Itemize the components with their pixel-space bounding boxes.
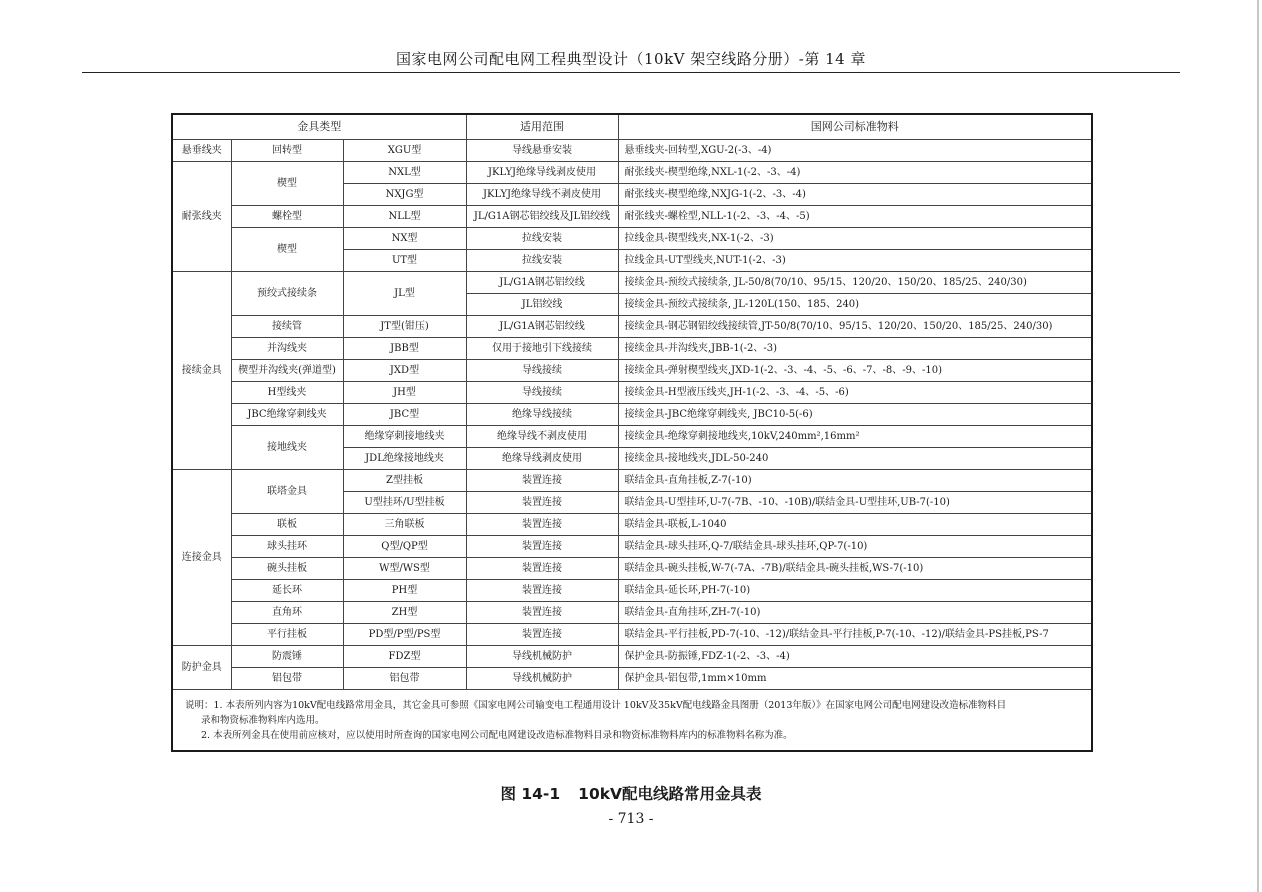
material-cell: 接续金具-并沟线夹,JBB-1(-2、-3) <box>618 338 1092 360</box>
name-cell: 碗头挂板 <box>231 558 343 580</box>
table-row <box>172 382 1092 404</box>
material-cell: 联结金具-球头挂环,Q-7/联结金具-球头挂环,QP-7(-10) <box>618 536 1092 558</box>
scope-cell: 装置连接 <box>466 558 618 580</box>
material-cell: 联结金具-U型挂环,U-7(-7B、-10、-10B)/联结金具-U型挂环,UB-7(-10) <box>618 492 1092 514</box>
name-cell: 回转型 <box>231 140 343 162</box>
table-row <box>172 228 1092 250</box>
table-header-row <box>172 114 1092 140</box>
model-cell: 三角联板 <box>343 514 466 536</box>
scope-cell: 导线接续 <box>466 360 618 382</box>
name-cell: 接续管 <box>231 316 343 338</box>
model-cell: NLL型 <box>343 206 466 228</box>
scope-cell: 拉线安装 <box>466 228 618 250</box>
scope-cell: 装置连接 <box>466 602 618 624</box>
material-cell: 保护金具-铝包带,1mm×10mm <box>618 668 1092 690</box>
table-row <box>172 580 1092 602</box>
name-cell: 直角环 <box>231 602 343 624</box>
material-cell: 拉线金具-锲型线夹,NX-1(-2、-3) <box>618 228 1092 250</box>
model-cell: JBB型 <box>343 338 466 360</box>
scope-cell: 导线机械防护 <box>466 646 618 668</box>
scope-cell: JL/G1A钢芯铝绞线 <box>466 316 618 338</box>
scope-cell: 导线机械防护 <box>466 668 618 690</box>
scope-cell: 装置连接 <box>466 470 618 492</box>
material-cell: 联结金具-碗头挂板,W-7(-7A、-7B)/联结金具-碗头挂板,WS-7(-10) <box>618 558 1092 580</box>
table-row <box>172 404 1092 426</box>
material-cell: 接续金具-预绞式接续条, JL-50/8(70/10、95/15、120/20、150/20、185/25、240/30) <box>618 272 1092 294</box>
scope-cell: 装置连接 <box>466 580 618 602</box>
running-header: 国家电网公司配电网工程典型设计（10kV 架空线路分册）-第 14 章 <box>396 50 866 68</box>
scope-cell: 装置连接 <box>466 624 618 646</box>
material-cell: 保护金具-防振锤,FDZ-1(-2、-3、-4) <box>618 646 1092 668</box>
name-cell: 联板 <box>231 514 343 536</box>
table-row <box>172 624 1092 646</box>
scope-cell: 装置连接 <box>466 514 618 536</box>
material-cell: 耐张线夹-楔型绝缘,NXL-1(-2、-3、-4) <box>618 162 1092 184</box>
model-cell: NXL型 <box>343 162 466 184</box>
note-line-2: 2. 本表所列金具在使用前应核对，应以使用时所查询的国家电网公司配电网建设改造标准物料目录和物资标准物料库内的标准物料名称为准。 <box>201 729 793 741</box>
table-row <box>172 338 1092 360</box>
name-cell: H型线夹 <box>231 382 343 404</box>
scope-cell: 仅用于接地引下线接续 <box>466 338 618 360</box>
table-note <box>172 690 1092 752</box>
name-cell: 楔型 <box>231 228 343 272</box>
model-cell: 铝包带 <box>343 668 466 690</box>
table-row <box>172 316 1092 338</box>
name-cell: 并沟线夹 <box>231 338 343 360</box>
model-cell: U型挂环/U型挂板 <box>343 492 466 514</box>
scope-cell: 绝缘导线不剥皮使用 <box>466 426 618 448</box>
model-cell: NXJG型 <box>343 184 466 206</box>
material-cell: 接续金具-H型液压线夹,JH-1(-2、-3、-4、-5、-6) <box>618 382 1092 404</box>
material-cell: 耐张线夹-楔型绝缘,NXJG-1(-2、-3、-4) <box>618 184 1092 206</box>
material-cell: 接续金具-接地线夹,JDL-50-240 <box>618 448 1092 470</box>
page-number: - 713 - <box>608 811 654 827</box>
model-cell: Z型挂板 <box>343 470 466 492</box>
scope-cell: 绝缘导线剥皮使用 <box>466 448 618 470</box>
model-cell: XGU型 <box>343 140 466 162</box>
material-cell: 联结金具-直角挂环,ZH-7(-10) <box>618 602 1092 624</box>
scope-cell: 导线接续 <box>466 382 618 404</box>
scope-cell: 装置连接 <box>466 536 618 558</box>
category-cell: 接续金具 <box>172 272 231 470</box>
material-cell: 耐张线夹-螺栓型,NLL-1(-2、-3、-4、-5) <box>618 206 1092 228</box>
name-cell: 铝包带 <box>231 668 343 690</box>
table-note-row <box>172 690 1092 752</box>
table-row <box>172 514 1092 536</box>
page-edge-line <box>1257 0 1259 892</box>
scope-cell: 导线悬垂安装 <box>466 140 618 162</box>
material-cell: 联结金具-联板,L-1040 <box>618 514 1092 536</box>
material-cell: 接续金具-JBC绝缘穿刺线夹, JBC10-5(-6) <box>618 404 1092 426</box>
scope-cell: JKLYJ绝缘导线剥皮使用 <box>466 162 618 184</box>
fittings-table <box>171 113 1093 752</box>
model-cell: W型/WS型 <box>343 558 466 580</box>
model-cell: JBC型 <box>343 404 466 426</box>
material-cell: 接续金具-弹射楔型线夹,JXD-1(-2、-3、-4、-5、-6、-7、-8、-9、-10) <box>618 360 1092 382</box>
name-cell: 接地线夹 <box>231 426 343 470</box>
table-row <box>172 668 1092 690</box>
category-cell: 悬垂线夹 <box>172 140 231 162</box>
material-cell: 悬垂线夹-回转型,XGU-2(-3、-4) <box>618 140 1092 162</box>
material-cell: 接续金具-钢芯钢铝绞线接续管,JT-50/8(70/10、95/15、120/20、150/20、185/25、240/30) <box>618 316 1092 338</box>
scope-cell: 绝缘导线接续 <box>466 404 618 426</box>
name-cell: JBC绝缘穿刺线夹 <box>231 404 343 426</box>
model-cell: JH型 <box>343 382 466 404</box>
name-cell: 螺栓型 <box>231 206 343 228</box>
name-cell: 联塔金具 <box>231 470 343 514</box>
table-row <box>172 360 1092 382</box>
model-cell: NX型 <box>343 228 466 250</box>
category-cell: 连接金具 <box>172 470 231 646</box>
name-cell: 平行挂板 <box>231 624 343 646</box>
header-rule <box>82 72 1180 73</box>
name-cell: 防震锤 <box>231 646 343 668</box>
model-cell: Q型/QP型 <box>343 536 466 558</box>
model-cell: FDZ型 <box>343 646 466 668</box>
header-type: 金具类型 <box>172 114 466 140</box>
table-row <box>172 470 1092 492</box>
name-cell: 楔型 <box>231 162 343 206</box>
scope-cell: 拉线安装 <box>466 250 618 272</box>
table-row <box>172 426 1092 448</box>
material-cell: 联结金具-平行挂板,PD-7(-10、-12)/联结金具-平行挂板,P-7(-10、-12)/联结金具-PS挂板,PS-7 <box>618 624 1092 646</box>
table-row <box>172 162 1092 184</box>
figure-caption <box>0 782 1262 804</box>
table-row <box>172 536 1092 558</box>
name-cell: 楔型并沟线夹(弹道型) <box>231 360 343 382</box>
category-cell: 耐张线夹 <box>172 162 231 272</box>
header-scope: 适用范围 <box>466 114 618 140</box>
table-row <box>172 206 1092 228</box>
model-cell: JDL绝缘接地线夹 <box>343 448 466 470</box>
scope-cell: 装置连接 <box>466 492 618 514</box>
model-cell: JT型(钳压) <box>343 316 466 338</box>
model-cell: JXD型 <box>343 360 466 382</box>
scope-cell: JKLYJ绝缘导线不剥皮使用 <box>466 184 618 206</box>
table-row <box>172 140 1092 162</box>
material-cell: 联结金具-延长环,PH-7(-10) <box>618 580 1092 602</box>
table-row <box>172 272 1092 294</box>
model-cell: PD型/P型/PS型 <box>343 624 466 646</box>
scope-cell: JL铝绞线 <box>466 294 618 316</box>
model-cell: UT型 <box>343 250 466 272</box>
figure-title: 10kV配电线路常用金具表 <box>578 785 762 803</box>
material-cell: 拉线金具-UT型线夹,NUT-1(-2、-3) <box>618 250 1092 272</box>
scope-cell: JL/G1A钢芯铝绞线及JL铝绞线 <box>466 206 618 228</box>
model-cell: 绝缘穿刺接地线夹 <box>343 426 466 448</box>
scope-cell: JL/G1A钢芯铝绞线 <box>466 272 618 294</box>
table-row <box>172 602 1092 624</box>
model-cell: PH型 <box>343 580 466 602</box>
figure-label: 图 14-1 <box>500 785 561 803</box>
material-cell: 接续金具-预绞式接续条, JL-120L(150、185、240) <box>618 294 1092 316</box>
name-cell: 预绞式接续条 <box>231 272 343 316</box>
model-cell: ZH型 <box>343 602 466 624</box>
model-cell: JL型 <box>343 272 466 316</box>
table-row <box>172 558 1092 580</box>
header-material: 国网公司标准物料 <box>618 114 1092 140</box>
material-cell: 接续金具-绝缘穿刺接地线夹,10kV,240mm²,16mm² <box>618 426 1092 448</box>
category-cell: 防护金具 <box>172 646 231 690</box>
name-cell: 延长环 <box>231 580 343 602</box>
note-line-1-cont: 录和物资标准物料库内选用。 <box>201 714 325 726</box>
note-line-1: 说明：1. 本表所列内容为10kV配电线路常用金具，其它金具可参照《国家电网公司输变电工程通用设计 10kV及35kV配电线路金具图册（2013年版）》在国家电网公司配电网建设改造标准物料目 <box>185 699 1007 711</box>
material-cell: 联结金具-直角挂板,Z-7(-10) <box>618 470 1092 492</box>
name-cell: 球头挂环 <box>231 536 343 558</box>
table-row <box>172 646 1092 668</box>
